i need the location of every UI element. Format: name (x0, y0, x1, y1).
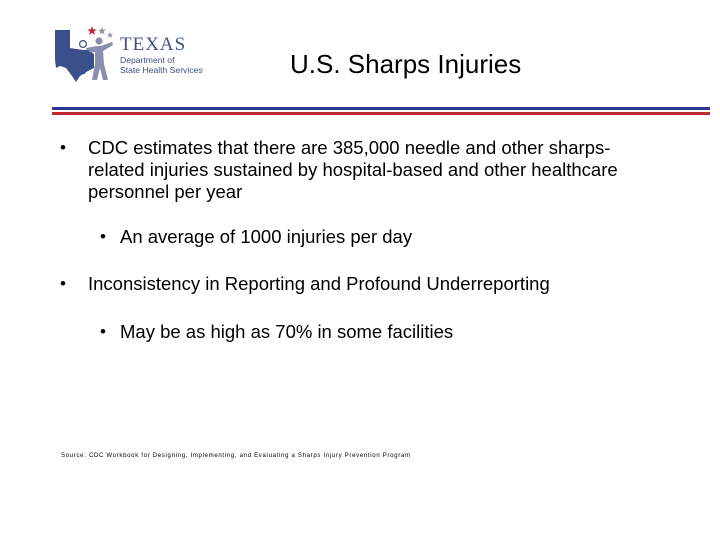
header-rule-red (52, 112, 710, 115)
slide-title: U.S. Sharps Injuries (290, 49, 522, 79)
sub-bullet-item (100, 226, 600, 248)
logo-wordmark: TEXAS (120, 34, 187, 55)
sub-bullet-text: May be as high as 70% in some facilities (120, 321, 454, 342)
bullet-item (60, 137, 660, 203)
texas-dshs-logo (52, 24, 212, 84)
sub-bullet-marker: • (100, 227, 106, 246)
bullet-marker: • (60, 138, 66, 157)
sub-bullet-text: An average of 1000 injuries per day (120, 226, 413, 247)
sub-bullet-item (100, 321, 600, 343)
bullet-text: CDC estimates that there are 385,000 needle and other sharps-related injuries sustained by hospital-based and other healthcare personnel per year (88, 137, 618, 202)
bullet-text: Inconsistency in Reporting and Profound Underreporting (88, 273, 550, 294)
texas-state-figures-icon (52, 24, 118, 84)
source-citation: Source: CDC Workbook for Designing, Implementing, and Evaluating a Sharps Injury Prevention Program (61, 453, 411, 459)
logo-subtitle-line-1: Department of (120, 55, 175, 65)
bullet-marker: • (60, 274, 66, 293)
logo-subtitle-line-2: State Health Services (120, 65, 203, 75)
sub-bullet-marker: • (100, 322, 106, 341)
logo-subtitle (120, 55, 203, 75)
bullet-item (60, 273, 660, 295)
header-rule-blue (52, 107, 710, 110)
